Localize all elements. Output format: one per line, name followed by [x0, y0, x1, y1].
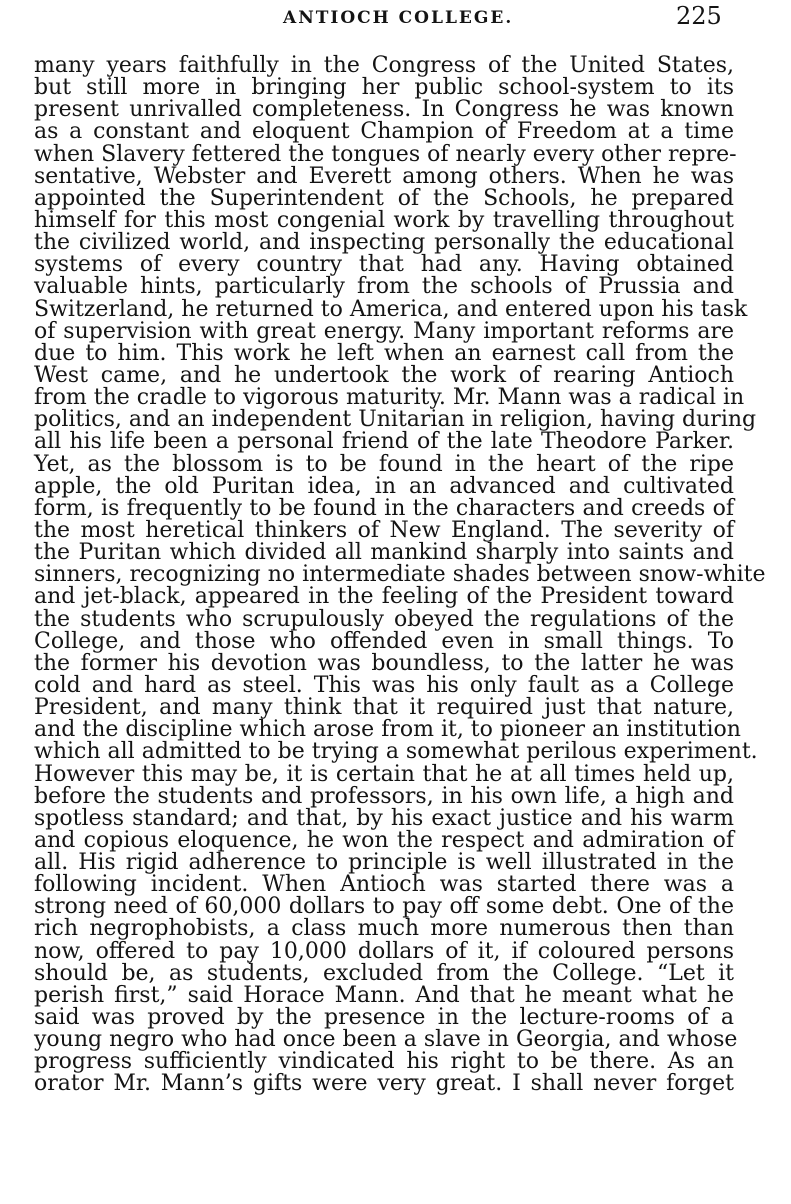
text-line: many years faithfully in the Congress of the United States, — [34, 53, 734, 78]
text-line: due to him. This work he left when an earnest call from the — [34, 340, 734, 366]
text-line: rich negrophobists, a class much more numerous then than — [34, 916, 734, 942]
text-line: sinners, recognizing no intermediate shades between snow-white — [34, 562, 766, 588]
text-line: should be, as students, excluded from the College. “Let it — [34, 960, 734, 986]
text-line: apple, the old Puritan idea, in an advanced and cultivated — [34, 473, 734, 499]
text-line: perish first,” said Horace Mann. And that he meant what he — [34, 982, 734, 1008]
text-line: the civilized world, and inspecting personally the educational — [34, 230, 734, 256]
text-line: College, and those who offended even in small things. To — [34, 628, 734, 654]
text-line: However this may be, it is certain that he at all times held up, — [34, 761, 734, 787]
body-text — [34, 53, 766, 1097]
text-line: and the discipline which arose from it, to pioneer an institution — [34, 717, 741, 743]
text-line: following incident. When Antioch was started there was a — [34, 872, 734, 898]
text-line: present unrivalled completeness. In Congress he was known — [34, 97, 734, 123]
text-line: sentative, Webster and Everett among others. When he was — [34, 163, 734, 189]
running-title: ANTIOCH COLLEGE. — [283, 8, 514, 28]
text-line: before the students and professors, in his own life, a high and — [34, 783, 734, 809]
running-head — [0, 2, 791, 42]
text-line: which all admitted to be trying a somewhat perilous experiment. — [34, 739, 758, 765]
text-line: cold and hard as steel. This was his only fault as a College — [34, 672, 734, 698]
text-line: all his life been a personal friend of the late Theodore Parker. — [34, 429, 734, 455]
text-line: spotless standard; and that, by his exact justice and his warm — [34, 805, 734, 831]
text-line: from the cradle to vigorous maturity. Mr. Mann was a radical in — [34, 385, 745, 411]
text-line: now, offered to pay 10,000 dollars of it, if coloured persons — [34, 938, 734, 964]
text-line: himself for this most congenial work by travelling throughout — [34, 207, 734, 233]
text-line: President, and many think that it required just that nature, — [34, 695, 734, 721]
text-line: politics, and an independent Unitarian in religion, having during — [34, 407, 757, 433]
text-line: systems of every country that had any. Having obtained — [34, 252, 734, 278]
text-line: strong need of 60,000 dollars to pay off some debt. One of the — [34, 894, 734, 920]
text-line: and copious eloquence, he won the respect and admiration of — [34, 827, 734, 853]
text-line: the students who scrupulously obeyed the regulations of the — [34, 606, 734, 632]
text-line: orator Mr. Mann’s gifts were very great. I shall never forget — [34, 1071, 734, 1097]
text-line: Yet, as the blossom is to be found in the heart of the ripe — [34, 451, 734, 477]
text-line: as a constant and eloquent Champion of Freedom at a time — [34, 119, 734, 145]
text-line: all. His rigid adherence to principle is well illustrated in the — [34, 850, 734, 876]
text-line: valuable hints, particularly from the schools of Prussia and — [34, 274, 734, 300]
text-line: the most heretical thinkers of New England. The severity of — [34, 517, 734, 543]
text-line: progress sufficiently vindicated his right to be there. As an — [34, 1049, 734, 1075]
text-line: young negro who had once been a slave in Georgia, and whose — [34, 1027, 738, 1053]
text-line: form, is frequently to be found in the characters and creeds of — [34, 495, 734, 521]
text-line: appointed the Superintendent of the Schools, he prepared — [34, 185, 734, 211]
text-line: of supervision with great energy. Many important reforms are — [34, 318, 734, 344]
text-line: Switzerland, he returned to America, and entered upon his task — [34, 296, 748, 322]
text-line: and jet-black, appeared in the feeling of the President toward — [34, 584, 734, 610]
text-line: West came, and he undertook the work of rearing Antioch — [34, 362, 734, 388]
text-line: the former his devotion was boundless, to the latter he was — [34, 650, 734, 676]
text-line: but still more in bringing her public school-system to its — [34, 75, 734, 101]
text-line: said was proved by the presence in the lecture-rooms of a — [34, 1005, 734, 1031]
text-line: the Puritan which divided all mankind sharply into saints and — [34, 540, 734, 566]
text-line: when Slavery fettered the tongues of nearly every other repre- — [34, 141, 737, 167]
page-number: 225 — [676, 2, 722, 30]
